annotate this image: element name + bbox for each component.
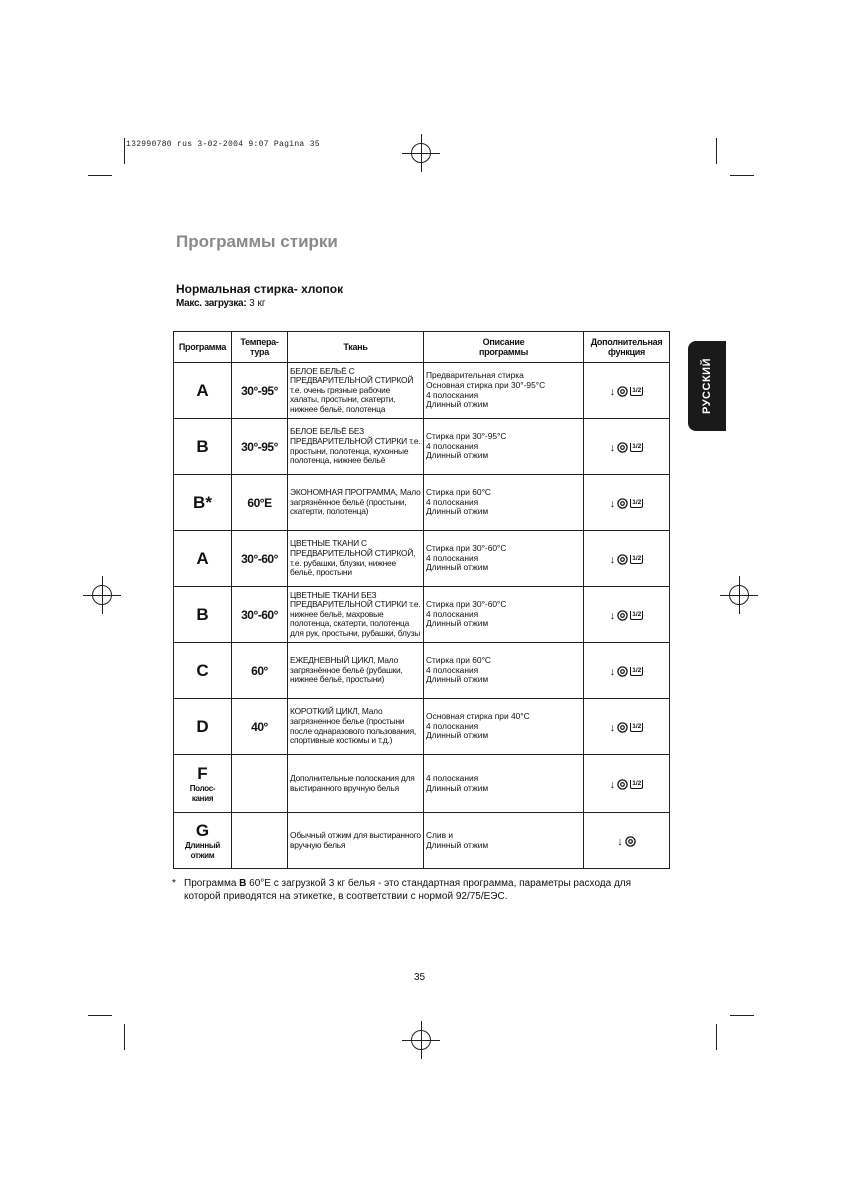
header-fabric: Ткань — [288, 332, 424, 363]
half-load-icon: 1/2 — [632, 555, 642, 562]
program-subtitle: Полос- кания — [189, 783, 216, 803]
half-load-icon: 1/2 — [632, 499, 642, 506]
program-subtitle: Длинный отжим — [184, 840, 220, 860]
program-cell — [174, 699, 232, 755]
registration-mark-icon — [411, 143, 431, 163]
programs-table — [173, 331, 670, 869]
description-cell: Стирка при 60°C 4 полоскания Длинный отжим — [424, 475, 584, 531]
description-cell: Стирка при 30°-60°C 4 полоскания Длинный отжим — [424, 587, 584, 643]
temperature-cell — [232, 813, 288, 869]
function-icons — [617, 836, 636, 848]
description-cell: Стирка при 60°C 4 полоскания Длинный отжим — [424, 643, 584, 699]
spin-arrow-icon: ↓ — [609, 441, 616, 454]
fabric-text: Дополнительные полоскания для выстиранного вручную белья — [290, 772, 415, 793]
table-row — [174, 531, 670, 587]
fabric-cell — [288, 755, 424, 813]
function-icons — [610, 498, 644, 510]
header-temperature: Темпера- тура — [232, 332, 288, 363]
program-cell — [174, 813, 232, 869]
fabric-caps: ЦВЕТНЫЕ ТКАНИ С ПРЕДВАРИТЕЛЬНОЙ СТИРКОЙ, — [290, 538, 416, 558]
spin-arrow-icon: ↓ — [609, 665, 616, 678]
extra-function-cell — [584, 531, 670, 587]
program-code: A — [196, 380, 209, 400]
fabric-text: Мало загрязненное белье (простыни после однаразового пользования, спортивные костюмы и т.д.) — [290, 706, 417, 746]
footnote-text — [176, 877, 656, 903]
table-row — [174, 419, 670, 475]
spiral-spin-icon — [617, 442, 628, 453]
function-icons — [610, 386, 644, 398]
extra-function-cell — [584, 699, 670, 755]
table-row — [174, 643, 670, 699]
program-cell — [174, 755, 232, 813]
half-load-icon: 1/2 — [632, 611, 642, 618]
max-load-label: Макс. загрузка: — [176, 298, 247, 309]
fabric-cell — [288, 643, 424, 699]
function-icons — [610, 442, 644, 454]
program-code: F — [197, 763, 208, 783]
language-tab — [688, 341, 726, 431]
extra-function-cell — [584, 643, 670, 699]
spin-arrow-icon: ↓ — [609, 721, 616, 734]
program-cell — [174, 363, 232, 419]
header-extra-function: Дополнительная функция — [584, 332, 670, 363]
spiral-spin-icon — [617, 722, 628, 733]
fabric-text: Обычный отжим для выстиранного вручную белья — [290, 829, 421, 850]
max-load-value: 3 кг — [249, 298, 266, 309]
function-icons — [610, 722, 644, 734]
extra-function-cell — [584, 587, 670, 643]
half-load-icon: 1/2 — [632, 780, 642, 787]
extra-function-cell — [584, 813, 670, 869]
table-row — [174, 755, 670, 813]
fabric-cell — [288, 531, 424, 587]
table-header-row — [174, 332, 670, 363]
table-row — [174, 699, 670, 755]
program-cell — [174, 531, 232, 587]
fabric-cell — [288, 587, 424, 643]
fabric-cell — [288, 475, 424, 531]
half-load-icon: 1/2 — [632, 723, 642, 730]
program-code: G — [195, 820, 210, 840]
program-code: C — [196, 660, 209, 680]
spin-arrow-icon: ↓ — [609, 778, 616, 791]
fabric-text: т.е. очень грязные рабочие халаты, простыни, скатерти, нижнее бельё, полотенца — [290, 384, 396, 414]
registration-mark-icon — [729, 585, 749, 605]
spiral-spin-icon — [617, 610, 628, 621]
fabric-caps: ЕЖЕДНЕВНЫЙ ЦИКЛ, — [290, 655, 376, 666]
header-description: Описание программы — [424, 332, 584, 363]
description-cell: Основная стирка при 40°C 4 полоскания Длинный отжим — [424, 699, 584, 755]
extra-function-cell — [584, 475, 670, 531]
crop-mark — [730, 175, 754, 176]
description-cell: Предварительная стирка Основная стирка при 30°-95°C 4 полоскания Длинный отжим — [424, 363, 584, 419]
temperature-cell: 60° — [232, 643, 288, 699]
temperature-cell: 30°-95° — [232, 363, 288, 419]
footnote-star: * — [172, 878, 176, 889]
crop-mark — [730, 1015, 754, 1016]
function-icons — [610, 666, 644, 678]
program-code: B — [196, 436, 209, 456]
footnote-after: 60°E с загрузкой 3 кг белья - это стандартная программа, параметры расхода для которой приводятся на этикетке, в соответствии с нормой 92/75/ЕЭС. — [184, 878, 632, 902]
program-cell — [174, 587, 232, 643]
header-program: Программа — [174, 332, 232, 363]
program-cell — [174, 643, 232, 699]
fabric-cell — [288, 419, 424, 475]
spin-arrow-icon: ↓ — [609, 385, 616, 398]
fabric-caps: БЕЛОЕ БЕЛЬЁ С ПРЕДВАРИТЕЛЬНОЙ СТИРКОЙ — [290, 365, 414, 386]
spin-arrow-icon: ↓ — [609, 609, 616, 622]
spiral-spin-icon — [617, 779, 628, 790]
spiral-spin-icon — [617, 666, 628, 677]
temperature-cell: 60°E — [232, 475, 288, 531]
spin-arrow-icon: ↓ — [609, 497, 616, 510]
fabric-caps: БЕЛОЕ БЕЛЬЁ БЕЗ ПРЕДВАРИТЕЛЬНОЙ СТИРКИ — [290, 426, 407, 446]
program-cell — [174, 475, 232, 531]
spiral-spin-icon — [625, 836, 636, 847]
spiral-spin-icon — [617, 498, 628, 509]
function-icons — [610, 610, 644, 622]
spin-arrow-icon: ↓ — [609, 553, 616, 566]
description-cell: Слив и Длинный отжим — [424, 813, 584, 869]
description-cell: Стирка при 30°-95°C 4 полоскания Длинный отжим — [424, 419, 584, 475]
fabric-cell — [288, 813, 424, 869]
program-code: A — [196, 548, 209, 568]
table-row — [174, 587, 670, 643]
crop-mark — [716, 138, 717, 164]
temperature-cell: 30°-60° — [232, 531, 288, 587]
half-load-icon: 1/2 — [632, 667, 642, 674]
spiral-spin-icon — [617, 554, 628, 565]
fabric-caps: ЭКОНОМНАЯ ПРОГРАММА, — [290, 487, 398, 498]
footnote-before: Программа — [184, 878, 240, 889]
fabric-text: Мало загрязнённое бельё (простыни, скатерти, полотенца) — [290, 487, 421, 517]
fabric-cell — [288, 363, 424, 419]
temperature-cell: 30°-95° — [232, 419, 288, 475]
spin-arrow-icon: ↓ — [617, 835, 623, 848]
program-code: B — [196, 604, 209, 624]
program-code: B* — [193, 492, 212, 512]
extra-function-cell — [584, 419, 670, 475]
crop-mark — [716, 1024, 717, 1050]
table-row — [174, 363, 670, 419]
language-tab-label: РУССКИЙ — [701, 358, 713, 414]
crop-mark — [88, 1015, 112, 1016]
section-subtitle: Нормальная стирка- хлопок — [176, 282, 344, 296]
print-header: 132990780 rus 3-02-2004 9:07 Pagina 35 — [126, 140, 320, 149]
temperature-cell: 40° — [232, 699, 288, 755]
fabric-text: Мало загрязнённое бельё (рубашки, нижнее бельё, простыни) — [290, 655, 403, 685]
fabric-caps: ЦВЕТНЫЕ ТКАНИ БЕЗ ПРЕДВАРИТЕЛЬНОЙ СТИРКИ — [290, 589, 407, 610]
function-icons — [610, 554, 644, 566]
fabric-text: т.е. нижнее бельё, махровые полотенца, скатерти, полотенца для рук, простыни, рубашки, блузы — [290, 599, 421, 638]
page-number: 35 — [414, 972, 426, 983]
page-title: Программы стирки — [176, 232, 338, 251]
crop-mark — [124, 1024, 125, 1050]
max-load — [176, 298, 266, 309]
fabric-caps: КОРОТКИЙ ЦИКЛ, — [290, 706, 360, 717]
temperature-cell — [232, 755, 288, 813]
half-load-icon: 1/2 — [632, 443, 642, 450]
description-cell: Стирка при 30°-60°C 4 полоскания Длинный отжим — [424, 531, 584, 587]
fabric-text: т.е. рубашки, блузки, нижнее бельё, простыни — [290, 557, 396, 578]
footnote-bold: B — [239, 878, 247, 889]
footnote — [172, 877, 656, 903]
extra-function-cell — [584, 755, 670, 813]
temperature-cell: 30°-60° — [232, 587, 288, 643]
table-row — [174, 475, 670, 531]
program-cell — [174, 419, 232, 475]
table-row — [174, 813, 670, 869]
function-icons — [610, 779, 644, 791]
description-cell: 4 полоскания Длинный отжим — [424, 755, 584, 813]
extra-function-cell — [584, 363, 670, 419]
registration-mark-icon — [92, 585, 112, 605]
registration-mark-icon — [411, 1030, 431, 1050]
program-code: D — [196, 716, 209, 736]
spiral-spin-icon — [617, 386, 628, 397]
crop-mark — [124, 138, 125, 164]
fabric-cell — [288, 699, 424, 755]
fabric-text: т.е. простыни, полотенца, кухонные полотенца, нижнее бельё — [290, 435, 421, 466]
crop-mark — [88, 175, 112, 176]
half-load-icon: 1/2 — [632, 387, 642, 394]
